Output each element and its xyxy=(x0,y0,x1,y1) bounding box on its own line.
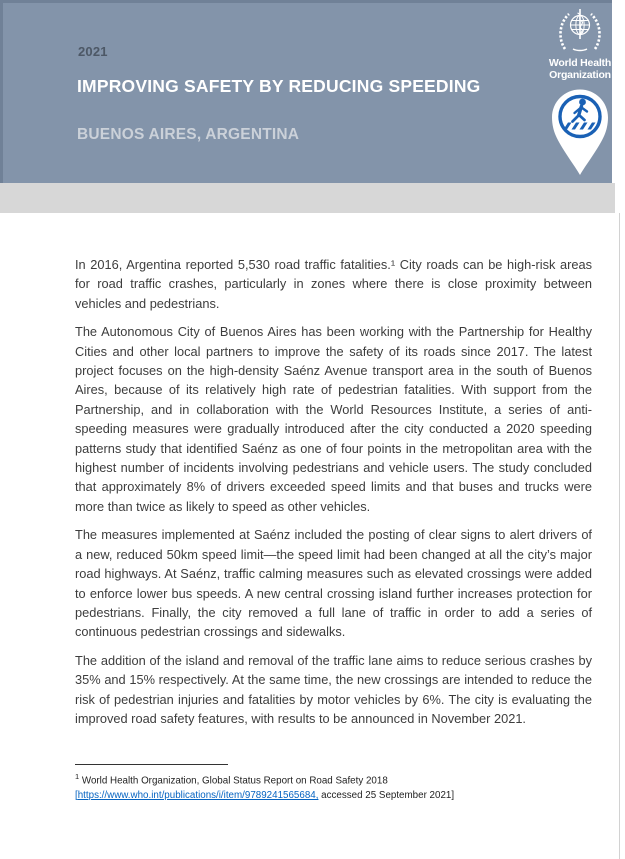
footnote-access-date: accessed 25 September 2021] xyxy=(318,789,455,801)
who-wordmark xyxy=(544,58,616,81)
report-subtitle: BUENOS AIRES, ARGENTINA xyxy=(77,126,300,143)
report-title: IMPROVING SAFETY BY REDUCING SPEEDING xyxy=(77,76,481,96)
footnote-separator xyxy=(75,764,228,765)
who-logo xyxy=(544,8,616,81)
footnote-line1 xyxy=(75,770,580,789)
footnote-link[interactable]: [https://www.who.int/publications/i/item/9789241565684, xyxy=(75,789,319,801)
footnote-section xyxy=(75,764,580,803)
footnote-marker: 1 xyxy=(75,772,80,781)
who-wordmark-line1: World Health xyxy=(548,57,612,69)
footnote-line2 xyxy=(75,789,580,804)
body-paragraph-4: The addition of the island and removal of the traffic lane aims to reduce serious crashes by 35% and 15% respectively. At the same time, the new crossings are intended to reduce the risk of pedestrian injuries and fatalities by motor vehicles by 6%. The city is evaluating the improved road safety features, with results to be announced in November 2021. xyxy=(75,652,592,726)
body-paragraph-1: In 2016, Argentina reported 5,530 road traffic fatalities.¹ City roads can be high-risk areas for road traffic crashes, particularly in zones where there is close proximity between vehicles and pedestrians. xyxy=(75,257,592,311)
footnote-text: World Health Organization, Global Status Report on Road Safety 2018 xyxy=(79,775,388,787)
pedestrian-crossing-pin-icon xyxy=(551,88,609,177)
report-body xyxy=(75,255,592,737)
page-edge-line xyxy=(619,213,620,859)
who-emblem-icon xyxy=(555,39,605,56)
who-wordmark-line2: Organization xyxy=(549,68,611,81)
divider-band xyxy=(0,183,615,213)
report-year: 2021 xyxy=(78,44,108,59)
body-paragraph-3: The measures implemented at Saénz included the posting of clear signs to alert drivers of a new, reduced 50km speed limit—the speed limit had been changed at all the city’s major road highways. At Saénz, traffic calming measures such as elevated crossings were added to enforce lower bus speeds. A new central crossing island further increases protection for pedestrians. Finally, the city removed a full lane of traffic in order to add a series of continuous pedestrian crossings and sidewalks. xyxy=(75,527,592,640)
body-paragraph-2: The Autonomous City of Buenos Aires has been working with the Partnership for Healthy Cities and other local partners to improve the safety of its roads since 2017. The latest project focuses on the high-density Saénz Avenue transport area in the south of Buenos Aires, because of its relatively high rate of pedestrian fatalities. With support from the Partnership, and in collaboration with the World Resources Institute, a series of anti-speeding measures were gradually introduced after the city conducted a 2020 speeding patterns study that identified Saénz as one of four points in the metropolitan area with the highest number of incidents involving pedestrians and vehicle users. The study concluded that approximately 8% of drivers exceeded speed limits and that buses and trucks were more than twice as likely to speed as other vehicles. xyxy=(75,324,592,514)
